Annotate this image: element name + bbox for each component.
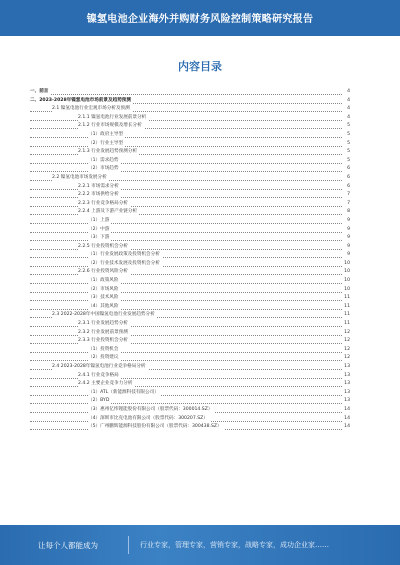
- toc-entry-text: 2.3.2 行业发展前景预测: [78, 329, 130, 338]
- toc-leader-dots: [30, 257, 342, 258]
- toc-entry-text: 2.3.3 行业投资机会分析: [78, 337, 130, 346]
- toc-entry[interactable]: [30, 346, 350, 355]
- toc-entry-page: 12: [342, 346, 350, 355]
- toc-entry[interactable]: [30, 200, 350, 209]
- toc-entry-page: 7: [345, 200, 350, 209]
- toc-entry-text: （4）其他风险: [88, 303, 121, 312]
- toc-leader-dots: [30, 300, 342, 301]
- toc-leader-dots: [30, 146, 342, 147]
- toc-entry[interactable]: [30, 97, 350, 106]
- toc-leader-dots: [30, 232, 342, 233]
- toc-entry[interactable]: [30, 251, 350, 260]
- toc-entry[interactable]: [30, 311, 350, 320]
- toc-leader-dots: [30, 403, 342, 404]
- toc-entry-text: （2）市场趋势: [88, 165, 121, 174]
- toc-entry-page: 11: [342, 294, 350, 303]
- footer-slogan-left: 让每个人都能成为: [38, 541, 98, 550]
- toc-entry-text: （1）需求趋势: [88, 157, 121, 166]
- toc-entry-text: 2.2.1 市场需求分析: [78, 183, 121, 192]
- toc-entry-text: （4）深圳市比克电池有限公司（股票代码：300207.SZ）: [88, 415, 210, 424]
- toc-entry-text: 2.4.1 行业竞争格局: [78, 372, 121, 381]
- toc-entry[interactable]: [30, 191, 350, 200]
- toc-entry-page: 4: [345, 97, 350, 106]
- toc-entry-page: 11: [342, 311, 350, 320]
- toc-entry-text: （2）投资建议: [88, 354, 121, 363]
- toc-entry[interactable]: [30, 320, 350, 329]
- toc-entry-page: 7: [345, 191, 350, 200]
- toc-entry[interactable]: [30, 303, 350, 312]
- toc-entry-page: 12: [342, 329, 350, 338]
- toc-entry[interactable]: [30, 406, 350, 415]
- toc-entry-page: 9: [345, 226, 350, 235]
- toc-entry[interactable]: [30, 389, 350, 398]
- toc-entry-text: （1）政策风险: [88, 277, 121, 286]
- toc-entry-page: 5: [345, 157, 350, 166]
- toc-leader-dots: [30, 386, 342, 387]
- toc-entry-page: 10: [342, 268, 350, 277]
- toc-entry[interactable]: [30, 268, 350, 277]
- toc-entry-page: 10: [342, 260, 350, 269]
- toc-entry-page: 13: [342, 363, 350, 372]
- toc-entry-page: 9: [345, 251, 350, 260]
- toc-entry-page: 12: [342, 354, 350, 363]
- toc-leader-dots: [30, 94, 342, 95]
- toc-leader-dots: [30, 343, 342, 344]
- toc-entry-page: 12: [342, 337, 350, 346]
- toc-entry-text: 2.1.1 镍氢电池行业发展前景分析: [78, 114, 148, 123]
- toc-entry[interactable]: [30, 372, 350, 381]
- toc-leader-dots: [30, 128, 342, 129]
- toc-entry-page: 9: [345, 243, 350, 252]
- toc-entry-page: 14: [342, 423, 350, 432]
- toc-entry[interactable]: [30, 337, 350, 346]
- toc-entry[interactable]: [30, 277, 350, 286]
- toc-entry-text: 2.3 2022-2028年中国镍氢电池行业发展趋势分析: [52, 311, 157, 320]
- toc-entry[interactable]: [30, 157, 350, 166]
- toc-leader-dots: [30, 163, 342, 164]
- toc-leader-dots: [30, 223, 342, 224]
- toc-entry-page: 11: [342, 303, 350, 312]
- toc-entry[interactable]: [30, 329, 350, 338]
- toc-entry-text: 2.2.4 上游及下游产业链分析: [78, 208, 139, 217]
- toc-entry-page: 6: [345, 174, 350, 183]
- toc-entry-page: 10: [342, 277, 350, 286]
- toc-entry[interactable]: [30, 131, 350, 140]
- toc-leader-dots: [30, 154, 342, 155]
- toc-entry-text: （2）市场风险: [88, 286, 121, 295]
- toc-leader-dots: [30, 266, 342, 267]
- toc-entry[interactable]: [30, 423, 350, 432]
- toc-entry-text: 2.2 镍氢电池市场发展分析: [52, 174, 109, 183]
- toc-entry[interactable]: [30, 415, 350, 424]
- toc-entry[interactable]: [30, 294, 350, 303]
- toc-entry-text: （2）行业主导型: [88, 140, 125, 149]
- toc-entry[interactable]: [30, 286, 350, 295]
- toc-entry[interactable]: [30, 260, 350, 269]
- toc-leader-dots: [30, 249, 342, 250]
- toc-entry[interactable]: [30, 243, 350, 252]
- toc-entry[interactable]: [30, 208, 350, 217]
- toc-entry-text: （5）广州鹏辉能源科技股份有限公司（股票代码：300438.SZ）: [88, 423, 224, 432]
- toc-entry-page: 13: [342, 372, 350, 381]
- toc-entry[interactable]: [30, 88, 350, 97]
- toc-entry-text: （1）ATL（新能源科技有限公司）: [88, 389, 161, 398]
- toc-entry-page: 13: [342, 389, 350, 398]
- toc-entry[interactable]: [30, 165, 350, 174]
- toc-leader-dots: [30, 395, 342, 396]
- toc-entry[interactable]: [30, 397, 350, 406]
- toc-entry-page: 13: [342, 397, 350, 406]
- toc-entry-text: 2.4 2023-2028年镍氢电池行业竞争格局分析: [52, 363, 148, 372]
- toc-entry-text: （1）行业发展政策及投资机会分析: [88, 251, 162, 260]
- toc-entry-text: 二、2023-2028年镍氢电池市场前景及趋势预测: [30, 97, 133, 106]
- toc-entry-text: （2）中游: [88, 226, 111, 235]
- toc-entry-page: 5: [345, 131, 350, 140]
- toc-entry[interactable]: [30, 363, 350, 372]
- toc-entry[interactable]: [30, 183, 350, 192]
- toc-leader-dots: [30, 197, 342, 198]
- toc-entry-text: 2.1 镍氢电池行业宏观市场分析及预测: [52, 105, 132, 114]
- toc-leader-dots: [30, 214, 342, 215]
- toc-entry-text: （1）上游: [88, 217, 111, 226]
- toc-leader-dots: [30, 206, 342, 207]
- toc-entry-page: 9: [345, 234, 350, 243]
- toc-entry-text: 2.4.2 主要企业竞争力分析: [78, 380, 135, 389]
- toc-entry-page: 5: [345, 148, 350, 157]
- table-of-contents: [30, 88, 350, 432]
- toc-entry-page: 14: [342, 406, 350, 415]
- toc-leader-dots: [30, 137, 342, 138]
- toc-leader-dots: [30, 274, 342, 275]
- toc-entry-text: 2.2.6 行业投资风险分析: [78, 268, 130, 277]
- toc-entry-text: （2）BYD: [88, 397, 111, 406]
- toc-entry-text: 2.3.1 行业发展趋势分析: [78, 320, 130, 329]
- toc-entry-page: 6: [345, 165, 350, 174]
- toc-entry[interactable]: [30, 380, 350, 389]
- toc-entry-text: （2）行业技术发展及投资机会分析: [88, 260, 162, 269]
- toc-entry-page: 14: [342, 415, 350, 424]
- toc-title: 内容目录: [178, 60, 222, 73]
- toc-entry-page: 4: [345, 105, 350, 114]
- toc-entry[interactable]: [30, 105, 350, 114]
- toc-entry[interactable]: [30, 140, 350, 149]
- toc-leader-dots: [30, 240, 342, 241]
- toc-leader-dots: [30, 309, 342, 310]
- toc-entry-page: 9: [345, 217, 350, 226]
- footer-divider: [128, 536, 129, 554]
- toc-leader-dots: [30, 352, 342, 353]
- toc-entry-page: 8: [345, 208, 350, 217]
- toc-entry[interactable]: [30, 217, 350, 226]
- toc-entry-page: 5: [345, 122, 350, 131]
- footer-banner: [0, 525, 400, 565]
- toc-entry-text: （1）投资机会: [88, 346, 121, 355]
- toc-leader-dots: [30, 120, 342, 121]
- toc-entry[interactable]: [30, 148, 350, 157]
- toc-leader-dots: [30, 326, 342, 327]
- toc-leader-dots: [30, 171, 342, 172]
- toc-entry-text: 2.1.3 行业发展趋势预测分析: [78, 148, 139, 157]
- toc-entry-page: 13: [342, 380, 350, 389]
- toc-entry-text: （3）技术风险: [88, 294, 121, 303]
- toc-leader-dots: [30, 292, 342, 293]
- toc-entry-page: 10: [342, 286, 350, 295]
- toc-entry-page: 5: [345, 140, 350, 149]
- toc-entry-text: 一、前言: [30, 88, 50, 97]
- toc-entry[interactable]: [30, 234, 350, 243]
- toc-entry-text: 2.2.2 市场供给分析: [78, 191, 121, 200]
- toc-entry-page: 11: [342, 320, 350, 329]
- toc-entry-text: 2.2.3 行业竞争格局分析: [78, 200, 130, 209]
- toc-entry[interactable]: [30, 354, 350, 363]
- toc-entry[interactable]: [30, 114, 350, 123]
- toc-entry-page: 4: [345, 114, 350, 123]
- toc-leader-dots: [30, 335, 342, 336]
- footer-slogan-right: 行业专家，管理专家，营销专家，战略专家，成功企业家……: [140, 541, 329, 549]
- toc-entry-page: 4: [345, 88, 350, 97]
- toc-leader-dots: [30, 378, 342, 379]
- toc-entry-text: （1）政府主导型: [88, 131, 125, 140]
- toc-entry-text: 2.2.5 行业投资机会分析: [78, 243, 130, 252]
- toc-entry-text: （3）惠州亿纬锂能股份有限公司（股票代码：300014.SZ）: [88, 406, 214, 415]
- toc-leader-dots: [30, 360, 342, 361]
- toc-entry[interactable]: [30, 122, 350, 131]
- report-title: 镍氢电池企业海外并购财务风险控制策略研究报告: [86, 14, 314, 25]
- toc-leader-dots: [30, 283, 342, 284]
- toc-entry-page: 6: [345, 183, 350, 192]
- toc-entry[interactable]: [30, 174, 350, 183]
- toc-entry-text: 2.1.2 行业市场规模及增长分析: [78, 122, 144, 131]
- report-header: [0, 0, 400, 36]
- toc-entry[interactable]: [30, 226, 350, 235]
- toc-leader-dots: [30, 189, 342, 190]
- toc-entry-text: （3）下游: [88, 234, 111, 243]
